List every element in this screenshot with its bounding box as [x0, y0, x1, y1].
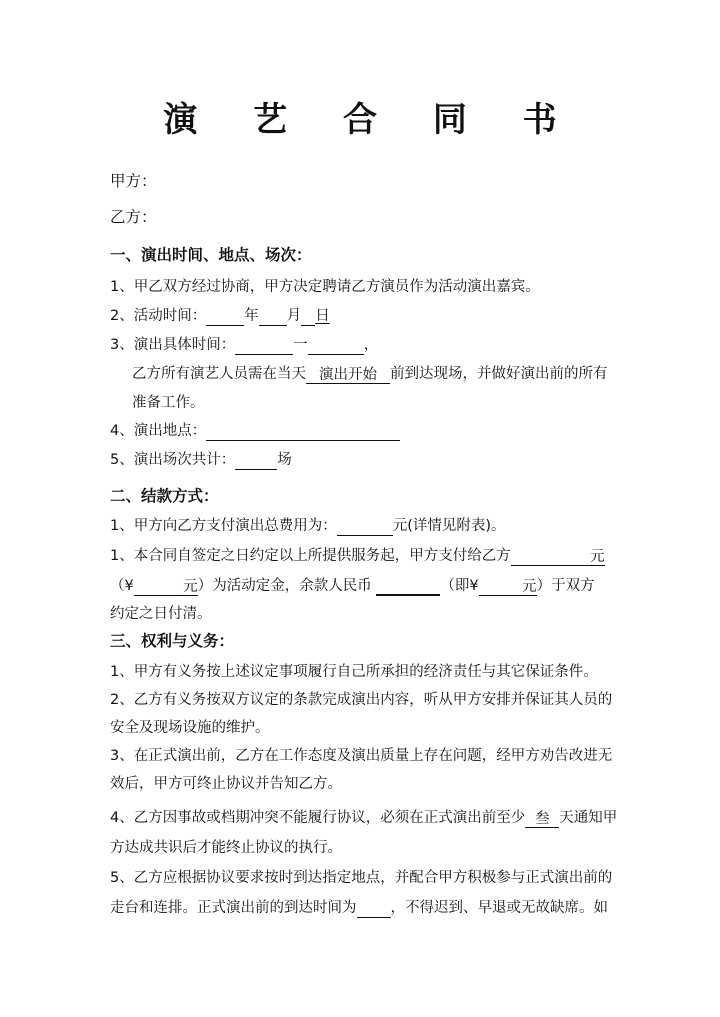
balance-blank[interactable]	[376, 578, 440, 596]
party-a-label: 甲方：	[110, 172, 157, 190]
time-dash: 一	[293, 337, 308, 353]
section2-heading: 二、结款方式：	[110, 487, 219, 505]
arrival-fill[interactable]: 演出开始	[306, 365, 390, 384]
document-title: 演 艺 合 同 书	[163, 100, 579, 140]
section3-item2-line2: 安全及现场设施的维护。	[110, 720, 270, 736]
sessions-blank[interactable]	[235, 453, 277, 470]
deposit-rmb-blank[interactable]: 元	[134, 577, 198, 596]
day-blank[interactable]	[301, 307, 315, 326]
balance-close: ）于双方	[536, 578, 595, 594]
deposit-rmb-open: （¥	[110, 578, 134, 594]
section3-item2-line1: 2、乙方有义务按双方议定的条款完成演出内容，听从甲方安排并保证其人员的	[110, 692, 613, 708]
section1-item3-line2	[132, 364, 608, 384]
notice-text-b: 天通知甲	[559, 810, 618, 826]
section3-item4-line2: 方达成共识后才能终止协议的执行。	[110, 840, 342, 856]
activity-time-label: 2、活动时间：	[110, 308, 207, 324]
section1-item1: 1、甲乙双方经过协商，甲方决定聘请乙方演员作为活动演出嘉宾。	[110, 279, 540, 295]
month-label: 月	[286, 308, 302, 324]
section3-item5-line1: 5、乙方应根据协议要求按时到达指定地点，并配合甲方积极参与正式演出前的	[110, 870, 613, 886]
section2-item2-line3: 约定之日付清。	[110, 606, 212, 622]
section2-item2-line2	[110, 576, 595, 596]
sessions-unit: 场	[277, 452, 292, 468]
deposit-text: 1、本合同自签定之日约定以上所提供服务起，甲方支付给乙方	[110, 548, 511, 564]
venue-label: 4、演出地点：	[110, 423, 207, 439]
section3-heading: 三、权利与义务：	[110, 632, 235, 650]
section3-item4-line1	[110, 808, 617, 828]
month-blank[interactable]	[259, 309, 287, 326]
section3-item3-line2: 效后，甲方可终止协议并告知乙方。	[110, 776, 342, 792]
arrival-time-blank[interactable]	[357, 901, 391, 918]
attendance-text: ，不得迟到、早退或无故缺席。如	[390, 900, 608, 916]
sessions-label: 5、演出场次共计：	[110, 452, 236, 468]
section1-item2	[110, 306, 330, 326]
section1-item4	[110, 421, 400, 441]
end-time-blank[interactable]	[308, 338, 364, 355]
section2-item1	[110, 516, 506, 536]
section1-item3	[110, 335, 378, 355]
section1-heading: 一、演出时间、地点、场次：	[110, 246, 312, 264]
day-label: 日	[315, 308, 330, 324]
section3-item5-line2	[110, 898, 608, 918]
balance-text: ）为活动定金，余款人民币	[197, 578, 372, 594]
total-fee-blank[interactable]	[337, 519, 393, 536]
year-label: 年	[244, 308, 259, 324]
comma: ，	[363, 337, 379, 353]
arrival-text-a: 乙方所有演艺人员需在当天	[132, 366, 306, 382]
balance-rmb-blank[interactable]: 元	[479, 577, 537, 596]
start-time-blank[interactable]	[235, 338, 293, 355]
total-fee-unit: 元(详情见附表)。	[392, 518, 506, 534]
party-b-label: 乙方：	[110, 208, 157, 226]
arrival-text-b: 前到达现场，并做好演出前的所有	[390, 366, 608, 382]
total-fee-label: 1、甲方向乙方支付演出总费用为：	[110, 518, 337, 534]
section1-item5	[110, 450, 292, 470]
year-blank[interactable]	[206, 309, 244, 326]
balance-rmb-open: （即¥	[440, 578, 479, 594]
specific-time-label: 3、演出具体时间：	[110, 337, 236, 353]
section3-item3-line1: 3、在正式演出前，乙方在工作态度及演出质量上存在问题，经甲方劝告改进无	[110, 748, 613, 764]
notice-text-a: 4、乙方因事故或档期冲突不能履行协议，必须在正式演出前至少	[110, 810, 526, 826]
section2-item2-line1	[110, 546, 605, 566]
notice-days-fill[interactable]: 叁	[525, 809, 559, 828]
venue-blank[interactable]	[206, 424, 400, 441]
section1-item3-line3: 准备工作。	[132, 395, 205, 411]
section3-item1: 1、甲方有义务按上述议定事项履行自己所承担的经济责任与其它保证条件。	[110, 664, 598, 680]
deposit-amount-blank[interactable]: 元	[511, 547, 605, 566]
arrival-time-text: 走台和连排。正式演出前的到达时间为	[110, 900, 357, 916]
